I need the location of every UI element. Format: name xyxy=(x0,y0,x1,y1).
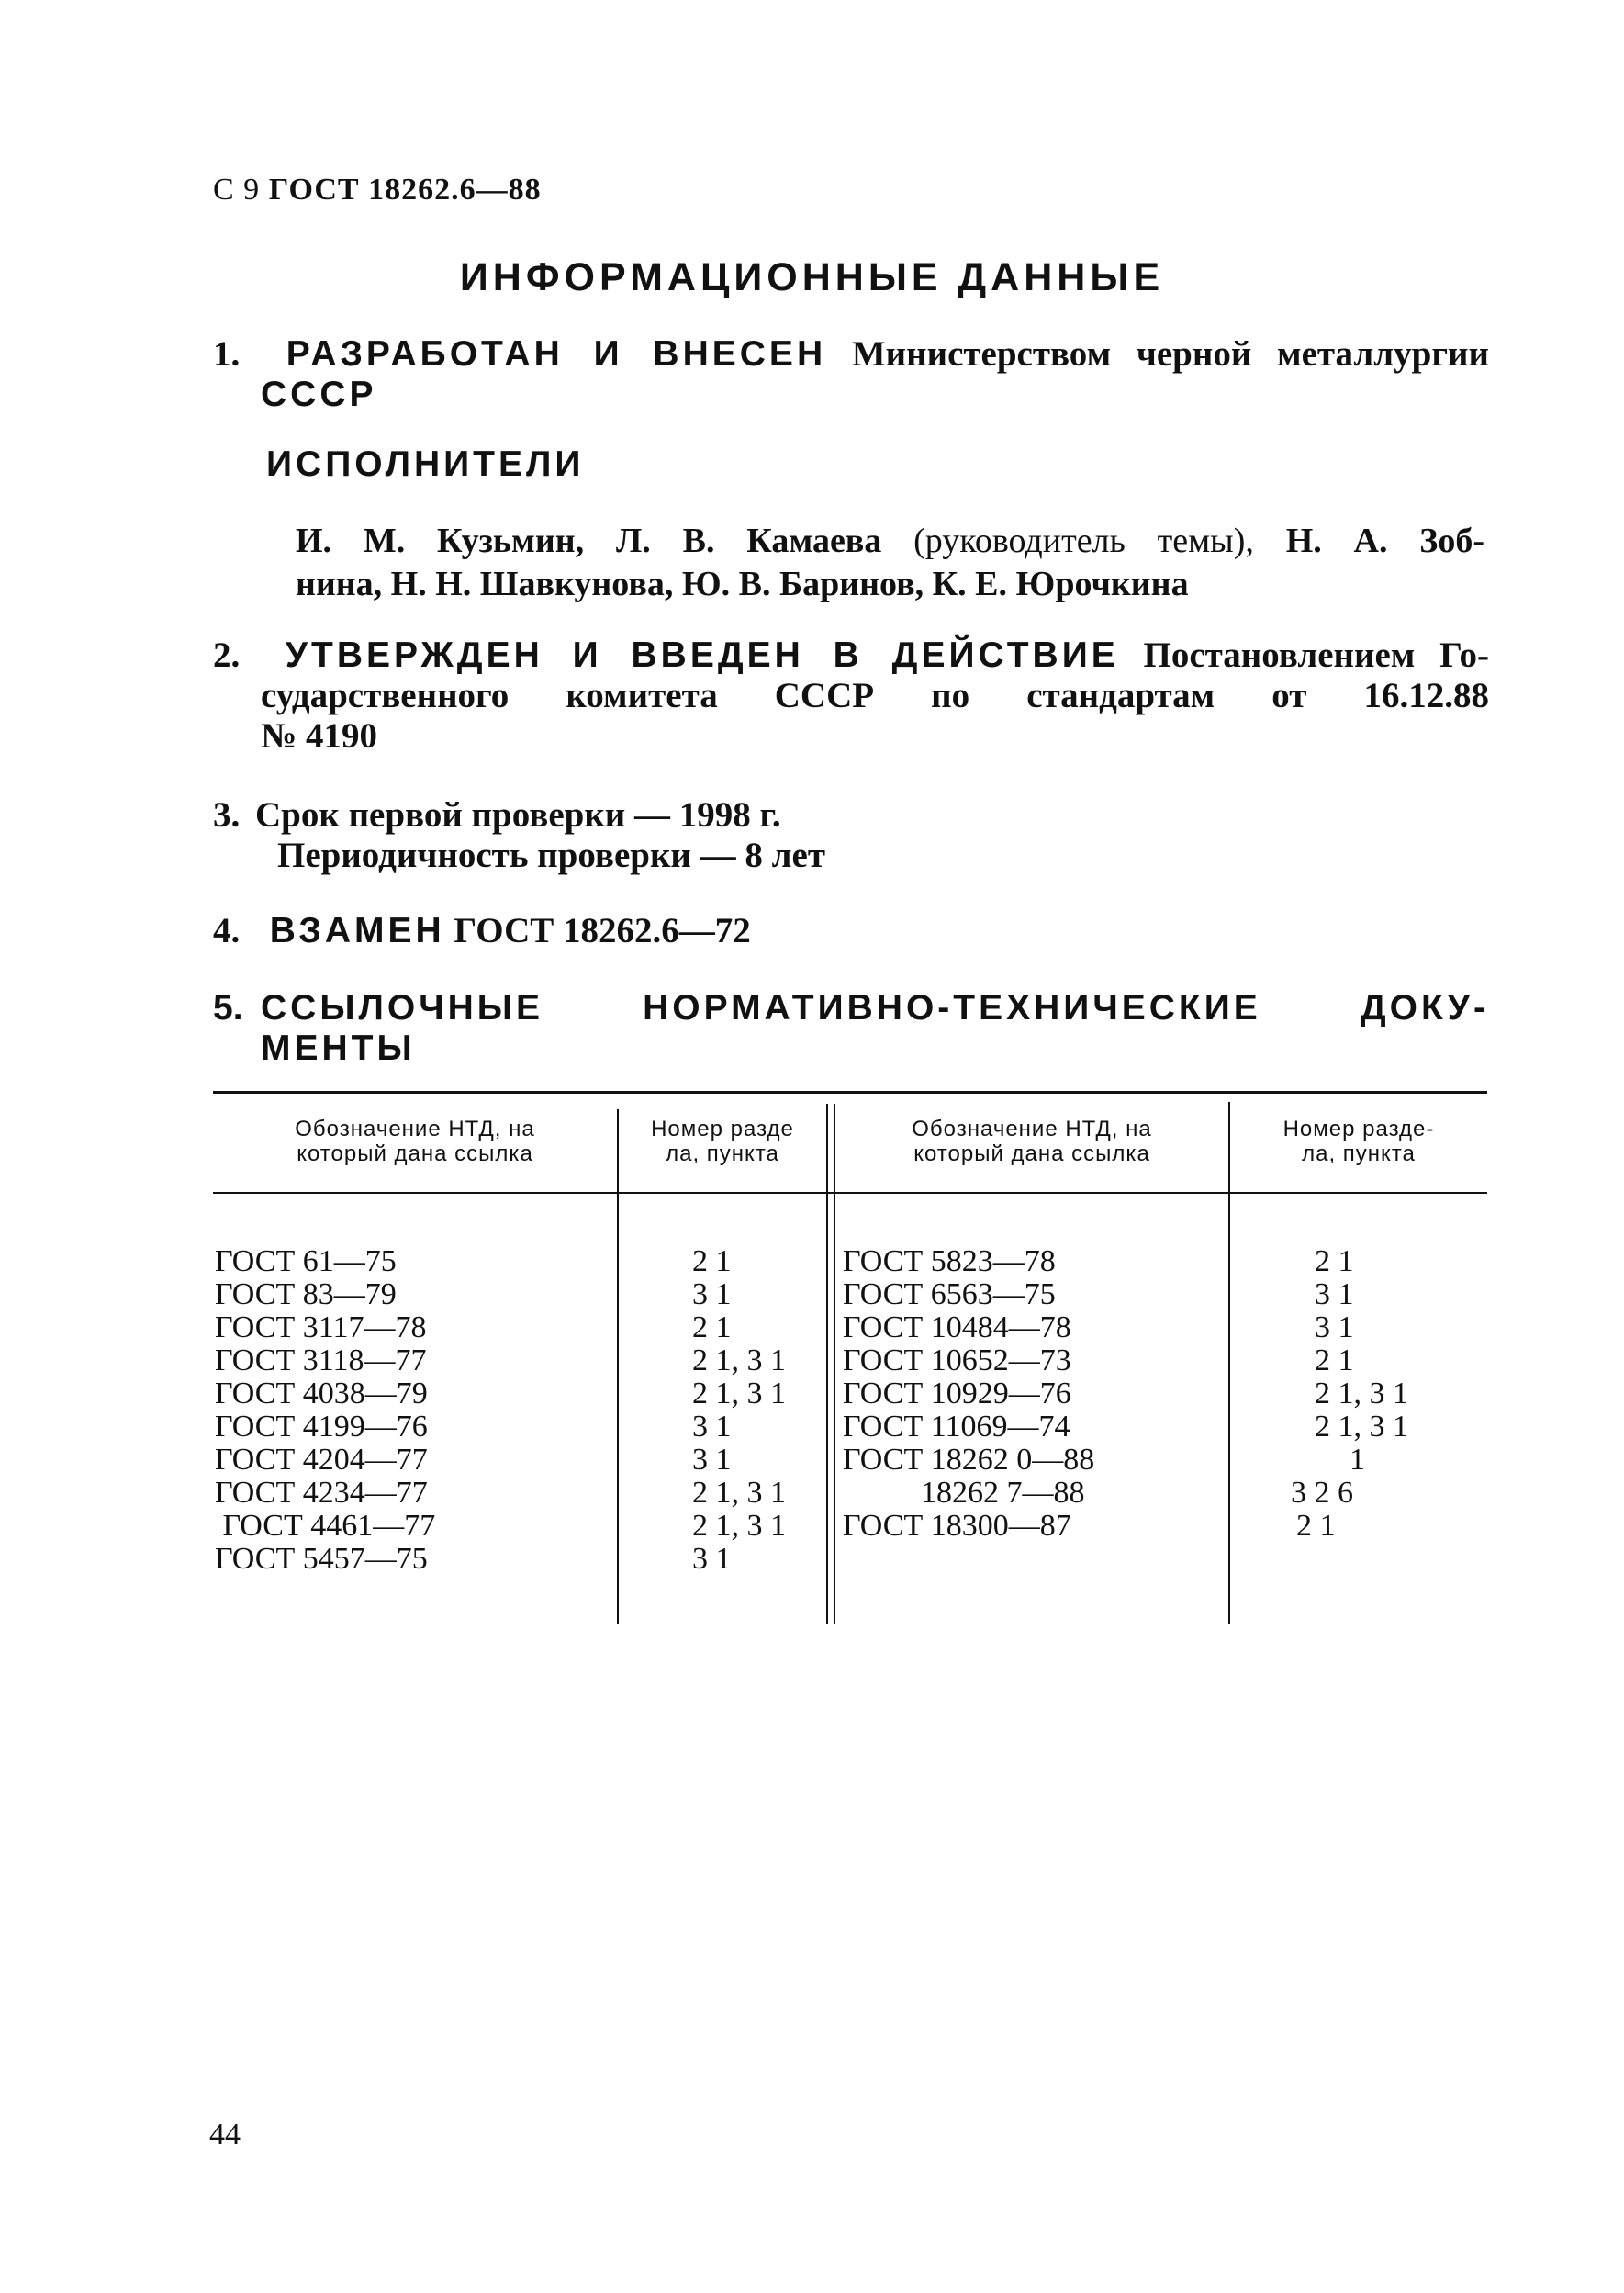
left-documents-column xyxy=(215,1245,435,1576)
table-divider xyxy=(834,1104,835,1624)
table-header-cell: Обозначение НТД, на который дана ссылка xyxy=(912,1117,1152,1166)
item-number: 3. xyxy=(213,795,241,835)
table-cell: 2 1, 3 1 xyxy=(1315,1377,1408,1411)
executors-line2: нина, Н. Н. Шавкунова, Ю. В. Баринов, К. Е. Юрочкина xyxy=(296,565,1189,603)
item-text-line2: сударственного комитета СССР по стандартам от 16.12.88 xyxy=(261,676,1489,715)
item-text: Срок первой проверки — 1998 г. xyxy=(255,795,781,835)
table-cell: 3 1 xyxy=(692,1410,732,1444)
table-header-cell: Номер разде- ла, пункта xyxy=(1282,1117,1435,1166)
table-cell: 2 1, 3 1 xyxy=(692,1476,786,1510)
item-number: 5. xyxy=(213,988,243,1028)
item-number: 2. xyxy=(213,635,241,675)
executors-names: И. М. Кузьмин, Л. В. Камаева xyxy=(296,522,882,560)
table-top-rule xyxy=(213,1091,1487,1094)
table-cell: 18262 7—88 xyxy=(843,1476,1085,1510)
item-text-line2: Периодичность проверки — 8 лет xyxy=(277,836,825,875)
table-cell: 3 1 xyxy=(692,1542,732,1576)
references-table xyxy=(213,1091,1487,1624)
item-references xyxy=(213,988,1489,1069)
item-text-line2: МЕНТЫ xyxy=(261,1028,416,1068)
item-number: 4. xyxy=(213,911,241,950)
page-title: ИНФОРМАЦИОННЫЕ ДАННЫЕ xyxy=(459,255,1165,299)
standard-designation: ГОСТ 18262.6—88 xyxy=(268,173,542,207)
table-cell: ГОСТ 3118—77 xyxy=(215,1343,427,1377)
table-cell: ГОСТ 5823—78 xyxy=(843,1244,1056,1278)
table-header-cell: Обозначение НТД, на который дана ссылка xyxy=(295,1117,535,1166)
table-header-cell: Номер разде ла, пункта xyxy=(651,1117,794,1166)
item-text: Постановлением Го- xyxy=(1143,635,1489,675)
table-divider xyxy=(826,1104,828,1624)
table-cell: 3 1 xyxy=(692,1277,732,1311)
table-header-rule xyxy=(213,1192,1487,1194)
page-number: 44 xyxy=(209,2118,241,2152)
table-cell: 3 1 xyxy=(1315,1277,1354,1311)
table-cell: 1 xyxy=(1350,1443,1365,1477)
right-documents-column xyxy=(843,1245,1094,1543)
item-text-line3: № 4190 xyxy=(261,716,377,756)
item-inspection xyxy=(213,795,1489,876)
table-cell: ГОСТ 4199—76 xyxy=(215,1410,428,1444)
table-cell: 2 1 xyxy=(1296,1509,1336,1543)
table-cell: ГОСТ 5457—75 xyxy=(215,1542,428,1576)
table-cell: ГОСТ 11069—74 xyxy=(843,1410,1070,1444)
table-cell: 2 1, 3 1 xyxy=(1315,1410,1408,1444)
left-refs-column xyxy=(692,1245,786,1576)
item-text-line2: СССР xyxy=(261,375,377,414)
table-cell: ГОСТ 6563—75 xyxy=(843,1277,1056,1311)
table-cell: 2 1, 3 1 xyxy=(692,1377,786,1411)
table-divider xyxy=(617,1109,619,1624)
running-header xyxy=(213,173,542,208)
item-text: ССЫЛОЧНЫЕ НОРМАТИВНО-ТЕХНИЧЕСКИЕ ДОКУ- xyxy=(261,988,1489,1028)
table-cell: 3 1 xyxy=(692,1443,732,1477)
item-text: Министерством черной металлургии xyxy=(851,334,1490,374)
executors-heading: ИСПОЛНИТЕЛИ xyxy=(266,444,585,484)
table-cell: ГОСТ 4204—77 xyxy=(215,1443,428,1477)
table-cell: 2 1 xyxy=(1315,1244,1354,1278)
table-cell: ГОСТ 10484—78 xyxy=(843,1310,1071,1344)
table-cell: ГОСТ 83—79 xyxy=(215,1277,397,1311)
item-number: 1. xyxy=(213,334,241,374)
item-developed xyxy=(213,334,1489,415)
executors-role: (руководитель темы), xyxy=(913,522,1254,560)
item-caps: РАЗРАБОТАН И ВНЕСЕН xyxy=(286,334,827,374)
item-caps: ВЗАМЕН xyxy=(269,911,445,950)
table-divider xyxy=(1228,1102,1230,1624)
table-cell: ГОСТ 18262 0—88 xyxy=(843,1443,1095,1477)
item-caps: УТВЕРЖДЕН И ВВЕДЕН В ДЕЙСТВИЕ xyxy=(285,635,1119,675)
item-approved xyxy=(213,635,1489,757)
table-cell: ГОСТ 4234—77 xyxy=(215,1476,428,1510)
table-cell: 2 1 xyxy=(692,1244,732,1278)
item-replaces xyxy=(213,911,1489,951)
executors-tail: Н. А. Зоб- xyxy=(1285,522,1485,560)
table-cell: ГОСТ 10652—73 xyxy=(843,1343,1071,1377)
table-cell: ГОСТ 10929—76 xyxy=(843,1377,1071,1411)
page-prefix: С 9 xyxy=(213,173,261,207)
table-cell: ГОСТ 3117—78 xyxy=(215,1310,427,1344)
table-cell: 2 1 xyxy=(692,1310,732,1344)
table-cell: 3 2 6 xyxy=(1291,1476,1353,1510)
executors-list xyxy=(296,520,1484,606)
table-cell: 2 1, 3 1 xyxy=(692,1343,786,1377)
table-cell: 3 1 xyxy=(1315,1310,1354,1344)
table-cell: ГОСТ 4461—77 xyxy=(215,1509,436,1543)
right-refs-column xyxy=(1291,1244,1408,1543)
item-text: ГОСТ 18262.6—72 xyxy=(454,911,751,950)
table-cell: ГОСТ 61—75 xyxy=(215,1244,397,1278)
table-cell: 2 1 xyxy=(1315,1343,1354,1377)
table-cell: 2 1, 3 1 xyxy=(692,1509,786,1543)
table-cell: ГОСТ 4038—79 xyxy=(215,1377,428,1411)
table-cell: ГОСТ 18300—87 xyxy=(843,1509,1071,1543)
